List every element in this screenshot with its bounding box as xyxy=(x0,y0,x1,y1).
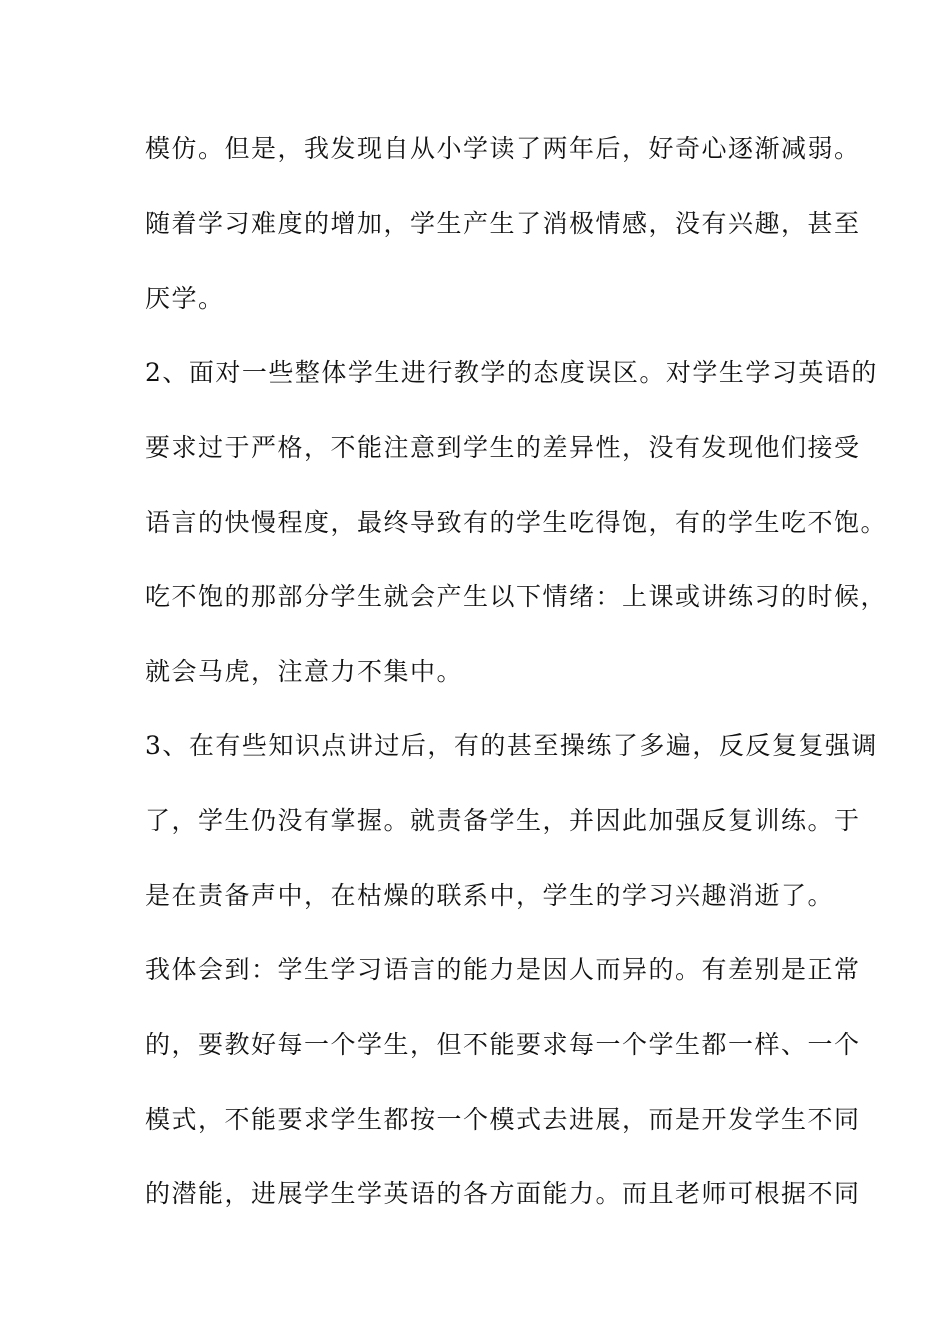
text-line: 就会马虎，注意力不集中。 xyxy=(145,657,464,686)
text-line: 是在责备声中，在枯燥的联系中，学生的学习兴趣消逝了。 xyxy=(145,881,835,910)
text-line: 随着学习难度的增加，学生产生了消极情感，没有兴趣，甚至 xyxy=(145,209,861,238)
text-line: 2、面对一些整体学生进行教学的态度误区。对学生学习英语的 xyxy=(145,358,878,387)
text-line: 了，学生仍没有掌握。就责备学生，并因此加强反复训练。于 xyxy=(145,806,861,835)
text-line: 吃不饱的那部分学生就会产生以下情绪：上课或讲练习的时候， xyxy=(145,582,888,611)
text-line: 3、在有些知识点讲过后，有的甚至操练了多遍，反反复复强调 xyxy=(145,731,878,760)
text-line: 要求过于严格，不能注意到学生的差异性，没有发现他们接受 xyxy=(145,433,861,462)
text-line: 模仿。但是，我发现自从小学读了两年后，好奇心逐渐减弱。 xyxy=(145,134,861,163)
text-line: 语言的快慢程度，最终导致有的学生吃得饱，有的学生吃不饱。 xyxy=(145,508,888,537)
text-line: 模式，不能要求学生都按一个模式去进展，而是开发学生不同 xyxy=(145,1105,861,1134)
text-line: 我体会到：学生学习语言的能力是因人而异的。有差别是正常 xyxy=(145,955,861,984)
text-line: 的潜能，进展学生学英语的各方面能力。而且老师可根据不同 xyxy=(145,1179,861,1208)
text-line: 厌学。 xyxy=(145,284,225,313)
text-line: 的，要教好每一个学生，但不能要求每一个学生都一样、一个 xyxy=(145,1030,861,1059)
